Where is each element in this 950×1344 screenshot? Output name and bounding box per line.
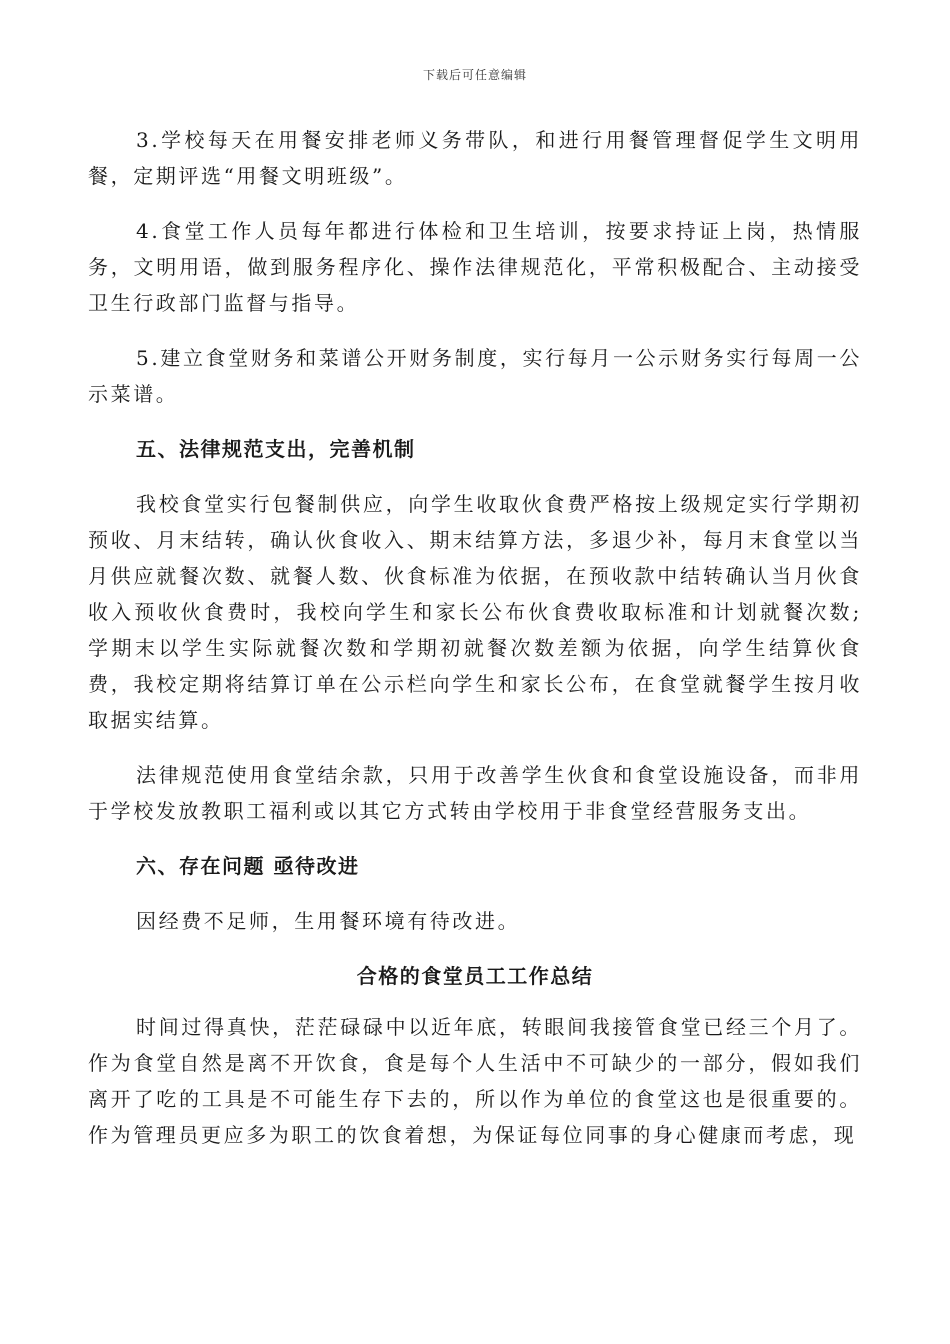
paragraph-summary-intro: 时间过得真快，茫茫碌碌中以近年底，转眼间我接管食堂已经三个月了。作为食堂自然是离不开饮食，食是每个人生活中不可缺少的一部分，假如我们离开了吃的工具是不可能生存下去的，所以作为单位的食堂这也是很重要的。作为管理员更应多为职工的饮食着想，为保证每位同事的身心健康而考虑，现 xyxy=(88,1015,862,1147)
paragraph-surplus-use: 法律规范使用食堂结余款，只用于改善学生伙食和食堂设施设备，而非用于学校发放教职工福利或以其它方式转由学校用于非食堂经营服务支出。 xyxy=(88,763,862,823)
paragraph-item-5: 5.建立食堂财务和菜谱公开财务制度，实行每月一公示财务实行每周一公示菜谱。 xyxy=(88,346,862,406)
paragraph-item-4: 4.食堂工作人员每年都进行体检和卫生培训，按要求持证上岗，热情服务，文明用语，做到服务程序化、操作法律规范化，平常积极配合、主动接受卫生行政部门监督与指导。 xyxy=(88,219,862,315)
header-note: 下载后可任意编辑 xyxy=(422,68,527,82)
paragraph-item-3: 3.学校每天在用餐安排老师义务带队，和进行用餐管理督促学生文明用餐，定期评选“用餐文明班级”。 xyxy=(88,128,862,188)
paragraph-problems: 因经费不足师，生用餐环境有待改进。 xyxy=(136,909,521,933)
document-title: 合格的食堂员工工作总结 xyxy=(356,964,594,988)
document-body xyxy=(88,122,862,1172)
paragraph-meal-fee: 我校食堂实行包餐制供应，向学生收取伙食费严格按上级规定实行学期初预收、月末结转，确认伙食收入、期末结算方法，多退少补，每月末食堂以当月供应就餐次数、就餐人数、伙食标准为依据，在预收款中结转确认当月伙食收入预收伙食费时，我校向学生和家长公布伙食费收取标准和计划就餐次数;学期末以学生实际就餐次数和学期初就餐次数差额为依据，向学生结算伙食费，我校定期将结算订单在公示栏向学生和家长公布，在食堂就餐学生按月收取据实结算。 xyxy=(88,492,862,732)
section-heading-5: 五、法律规范支出，完善机制 xyxy=(136,437,416,461)
section-heading-6: 六、存在问题 亟待改进 xyxy=(136,854,360,878)
